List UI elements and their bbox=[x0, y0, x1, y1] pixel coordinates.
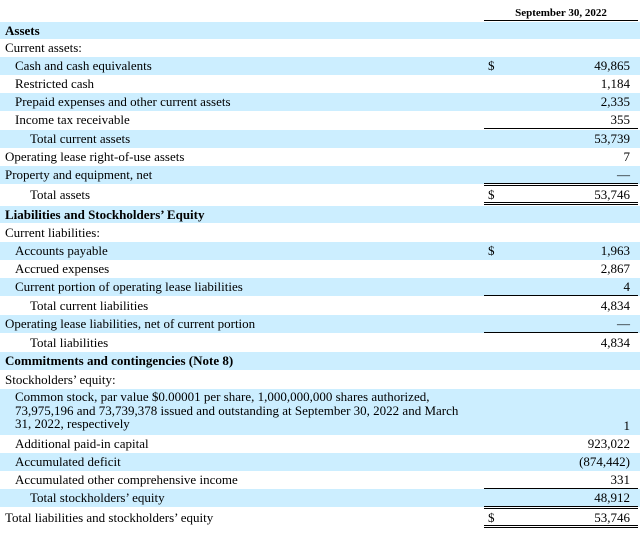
total-top-rule bbox=[484, 508, 638, 509]
total-double-rule bbox=[484, 525, 638, 528]
statement-row bbox=[0, 224, 640, 241]
subtotal-rule bbox=[484, 332, 638, 333]
currency-symbol: $ bbox=[488, 58, 495, 73]
statement-row bbox=[0, 315, 640, 333]
statement-row bbox=[0, 471, 640, 489]
row-label: Operating lease right-of-use assets bbox=[5, 149, 185, 164]
statement-row bbox=[0, 185, 640, 205]
statement-row bbox=[0, 489, 640, 507]
row-amount: 355 bbox=[610, 112, 630, 127]
statement-row bbox=[0, 508, 640, 528]
row-amount: 4,834 bbox=[600, 298, 630, 313]
row-label: Prepaid expenses and other current assets bbox=[15, 94, 231, 109]
row-label: Property and equipment, net bbox=[5, 167, 153, 182]
statement-row bbox=[0, 297, 640, 315]
header-underline bbox=[484, 20, 638, 21]
statement-row bbox=[0, 435, 640, 452]
row-label: Accrued expenses bbox=[15, 261, 110, 276]
statement-row bbox=[0, 389, 640, 435]
row-amount: 1,184 bbox=[600, 76, 630, 91]
row-amount: 1,963 bbox=[600, 243, 630, 258]
row-label: Accumulated deficit bbox=[15, 454, 121, 469]
row-amount: 53,746 bbox=[594, 510, 630, 525]
row-amount: 923,022 bbox=[587, 435, 630, 451]
row-label: Stockholders’ equity: bbox=[5, 371, 116, 387]
row-label: Total current assets bbox=[30, 131, 131, 146]
currency-symbol: $ bbox=[488, 187, 495, 202]
row-label: Additional paid-in capital bbox=[15, 435, 149, 451]
row-amount: 4 bbox=[623, 279, 630, 294]
row-label: Current portion of operating lease liabilities bbox=[15, 279, 243, 294]
currency-symbol: $ bbox=[488, 510, 495, 525]
statement-row bbox=[0, 130, 640, 148]
row-amount: 331 bbox=[610, 472, 630, 487]
statement-row bbox=[0, 334, 640, 352]
row-amount: 1 bbox=[623, 418, 630, 433]
statement-row bbox=[0, 148, 640, 166]
row-amount: 49,865 bbox=[594, 58, 630, 73]
statement-row bbox=[0, 206, 640, 223]
subtotal-rule bbox=[484, 128, 638, 129]
row-amount: 4,834 bbox=[600, 335, 630, 350]
row-label: Income tax receivable bbox=[15, 112, 130, 127]
row-amount: (874,442) bbox=[579, 454, 630, 469]
subtotal-rule bbox=[484, 506, 638, 507]
row-amount: 53,739 bbox=[594, 131, 630, 146]
row-label: Assets bbox=[5, 22, 40, 38]
currency-symbol: $ bbox=[488, 243, 495, 258]
row-label: Restricted cash bbox=[15, 76, 95, 91]
statement-row bbox=[0, 22, 640, 39]
statement-row bbox=[0, 57, 640, 75]
total-double-rule bbox=[484, 202, 638, 205]
row-label: Total liabilities bbox=[30, 335, 109, 350]
statement-row bbox=[0, 93, 640, 111]
row-amount: — bbox=[617, 167, 630, 182]
column-header-row bbox=[0, 0, 640, 21]
row-label: Current liabilities: bbox=[5, 224, 100, 240]
statement-row bbox=[0, 352, 640, 370]
row-amount: 7 bbox=[623, 149, 630, 164]
row-amount: — bbox=[617, 316, 630, 331]
row-amount: 48,912 bbox=[594, 490, 630, 505]
subtotal-rule bbox=[484, 295, 638, 296]
row-label: Total liabilities and stockholders’ equity bbox=[5, 510, 214, 525]
statement-row bbox=[0, 242, 640, 260]
statement-row bbox=[0, 371, 640, 388]
row-amount: 53,746 bbox=[594, 187, 630, 202]
statement-row bbox=[0, 166, 640, 184]
row-label: Accumulated other comprehensive income bbox=[15, 472, 238, 487]
statement-row bbox=[0, 260, 640, 278]
row-label: Cash and cash equivalents bbox=[15, 58, 152, 73]
statement-row bbox=[0, 75, 640, 93]
row-label: Liabilities and Stockholders’ Equity bbox=[5, 206, 205, 222]
column-header-date: September 30, 2022 bbox=[515, 7, 607, 19]
row-label: Common stock, par value $0.00001 per share, 1,000,000,000 shares authorized, 73,975,196 and 73,739,378 issued and outstanding at September 30, 2022 and March 31, 2022, respectively bbox=[15, 389, 459, 432]
subtotal-rule bbox=[484, 183, 638, 184]
statement-row bbox=[0, 278, 640, 296]
statement-row bbox=[0, 39, 640, 56]
row-label: Accounts payable bbox=[15, 243, 108, 258]
row-amount: 2,867 bbox=[600, 261, 630, 276]
row-label: Commitments and contingencies (Note 8) bbox=[5, 353, 234, 368]
row-label: Operating lease liabilities, net of current portion bbox=[5, 316, 256, 331]
row-label: Total current liabilities bbox=[30, 298, 149, 313]
row-label: Total assets bbox=[30, 187, 91, 202]
row-label: Current assets: bbox=[5, 39, 82, 55]
statement-row bbox=[0, 453, 640, 471]
statement-row bbox=[0, 111, 640, 129]
row-label: Total stockholders’ equity bbox=[30, 490, 165, 505]
row-amount: 2,335 bbox=[600, 94, 630, 109]
total-top-rule bbox=[484, 185, 638, 186]
